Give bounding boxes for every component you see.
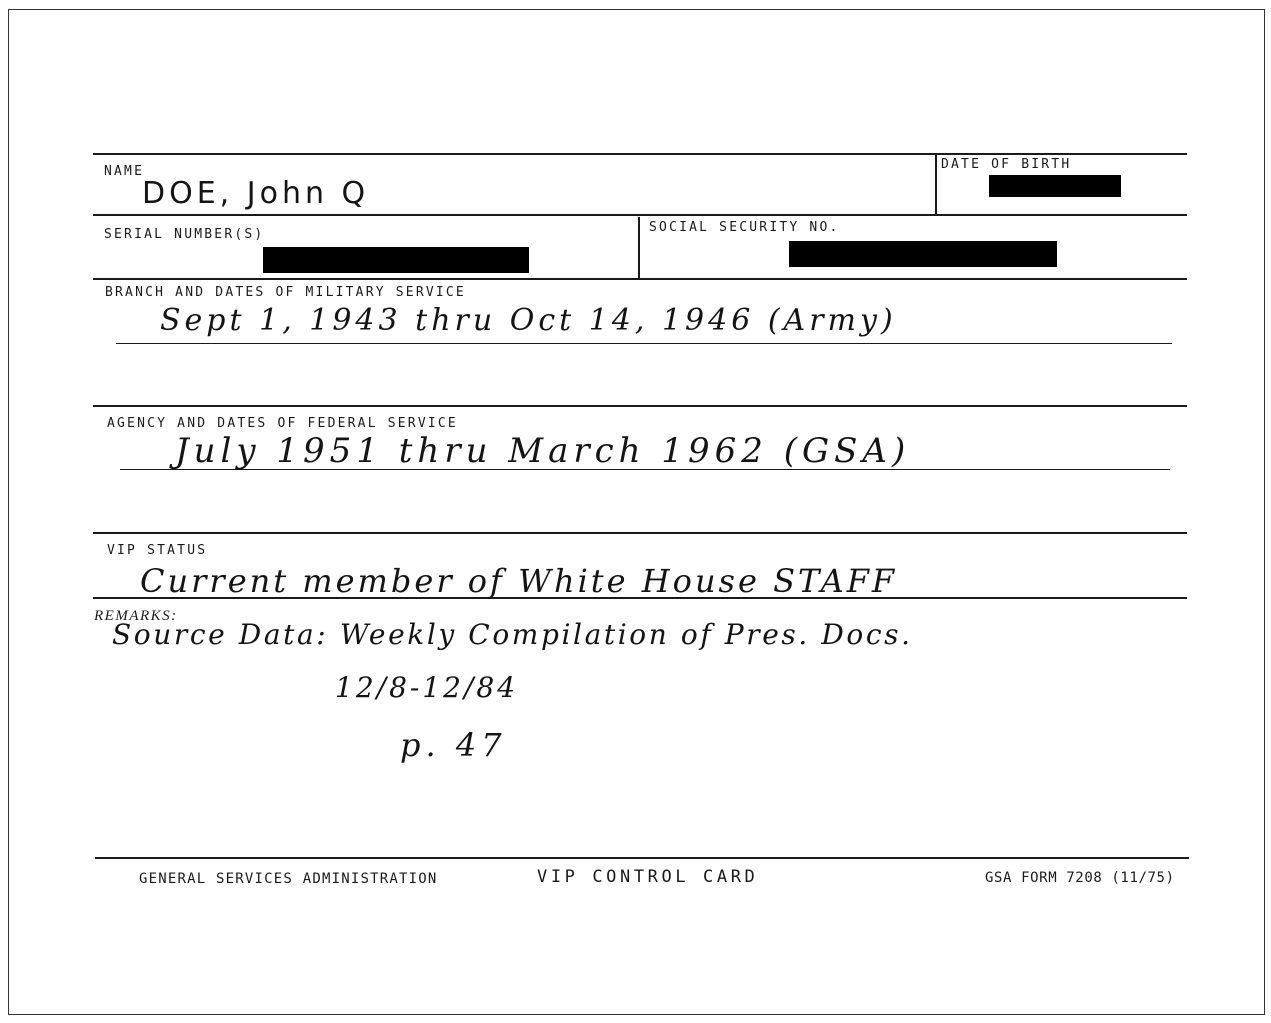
remarks-label: REMARKS:: [94, 608, 178, 624]
row3-rule: [93, 278, 1187, 280]
dob-redaction: [989, 175, 1121, 197]
military-label: BRANCH AND DATES OF MILITARY SERVICE: [105, 285, 466, 300]
federal-value: July 1951 thru March 1962 (GSA): [175, 431, 911, 471]
federal-label: AGENCY AND DATES OF FEDERAL SERVICE: [107, 416, 458, 431]
serial-label: SERIAL NUMBER(S): [104, 227, 265, 242]
vip-label: VIP STATUS: [107, 543, 208, 558]
serial-redaction: [263, 247, 529, 273]
name-label: NAME: [104, 164, 145, 179]
footer-agency: GENERAL SERVICES ADMINISTRATION: [139, 871, 438, 887]
military-value: Sept 1, 1943 thru Oct 14, 1946 (Army): [160, 303, 897, 338]
row2-rule: [93, 214, 1187, 216]
remarks-line1: Source Data: Weekly Compilation of Pres. Docs.: [112, 618, 913, 651]
remarks-line3: p. 47: [400, 726, 507, 764]
footer-form-number: GSA FORM 7208 (11/75): [985, 870, 1175, 886]
ssn-label: SOCIAL SECURITY NO.: [649, 220, 840, 235]
military-write-line: [116, 343, 1172, 344]
dob-divider: [935, 153, 937, 215]
name-value: DOE, John Q: [142, 176, 370, 211]
remarks-line2: 12/8-12/84: [335, 671, 519, 704]
row4-rule: [93, 405, 1187, 407]
row5-rule: [93, 532, 1187, 534]
footer-card-title: VIP CONTROL CARD: [537, 867, 759, 887]
vip-value: Current member of White House STAFF: [140, 562, 898, 600]
top-rule: [93, 153, 1187, 155]
ssn-redaction: [789, 241, 1057, 267]
footer-rule: [95, 857, 1189, 859]
ssn-divider: [638, 217, 640, 279]
card-border: [8, 9, 1265, 1015]
dob-label: DATE OF BIRTH: [941, 157, 1072, 172]
